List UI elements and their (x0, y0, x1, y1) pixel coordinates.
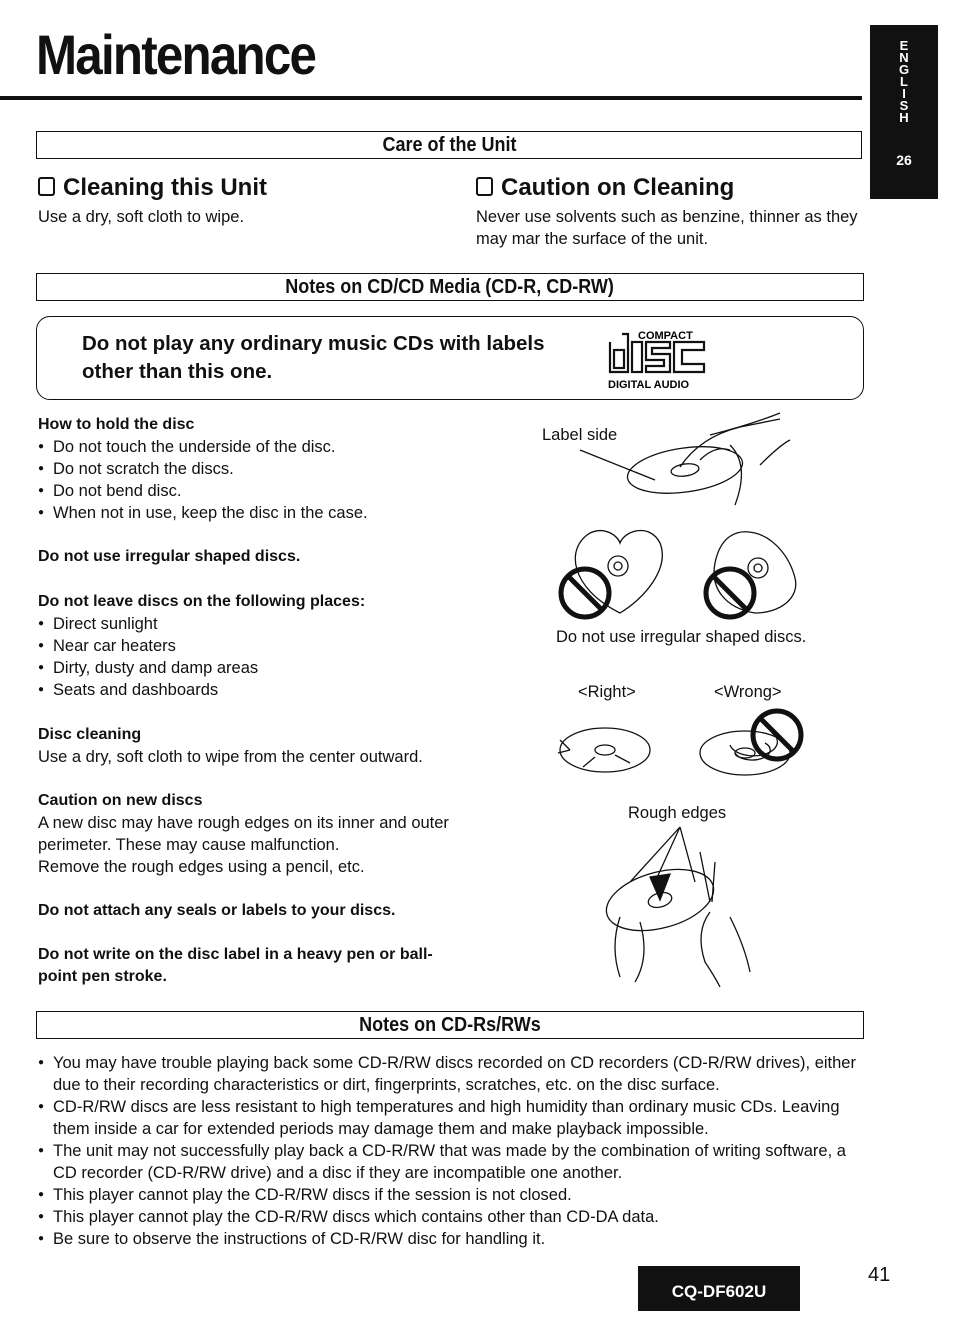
list-item: ● When not in use, keep the disc in the case. (38, 502, 498, 524)
disc-cleaning-title: Disc cleaning (38, 726, 142, 743)
hold-disc-list (38, 436, 498, 524)
checkbox-icon (38, 177, 55, 196)
model-label: CQ-DF602U (638, 1266, 800, 1311)
places-title: Do not leave discs on the following places: (38, 593, 366, 610)
care-section-header: Care of the Unit (36, 131, 862, 159)
hold-disc-illustration (560, 405, 810, 515)
page-title: Maintenance (36, 23, 316, 86)
wipe-direction-illustration (555, 705, 815, 780)
list-item: ● Do not touch the underside of the disc. (38, 436, 498, 458)
irregular-discs-title: Do not use irregular shaped discs. (38, 548, 301, 565)
checkbox-icon (476, 177, 493, 196)
list-item: ● You may have trouble playing back some CD-R/RW discs recorded on CD recorders (CD-R/RW drives), either due to their recording characteristics or dirt, fingerprints, scratches, etc. on the disc surface. (38, 1052, 868, 1096)
warning-text: Do not play any ordinary music CDs with labels other than this one. (82, 332, 545, 383)
pen-title: Do not write on the disc label in a heavy pen or ball- point pen stroke. (38, 946, 433, 985)
rough-edges-caption: Rough edges (628, 804, 727, 822)
title-rule (0, 96, 862, 100)
right-caption: <Right> (578, 683, 636, 701)
compact-disc-logo (604, 326, 714, 392)
new-discs-title: Caution on new discs (38, 792, 203, 809)
list-item: ● Do not bend disc. (38, 480, 498, 502)
cleaning-unit-heading: Cleaning this Unit (38, 174, 267, 202)
hold-disc-title: How to hold the disc (38, 416, 195, 433)
logo-digital-audio-text: DIGITAL AUDIO (608, 379, 690, 391)
label-side-caption: Label side (542, 426, 618, 444)
list-item: ● Seats and dashboards (38, 679, 498, 701)
list-item: ● Direct sunlight (38, 613, 498, 635)
disc-cleaning-text: Use a dry, soft cloth to wipe from the center outward. (38, 748, 423, 766)
list-item: ● Near car heaters (38, 635, 498, 657)
logo-compact-text: COMPACT (638, 330, 693, 342)
caution-cleaning-heading: Caution on Cleaning (476, 174, 734, 202)
section-page-number: 26 (896, 152, 912, 168)
cleaning-unit-text: Use a dry, soft cloth to wipe. (38, 208, 245, 226)
irregular-caption: Do not use irregular shaped discs. (556, 628, 807, 646)
language-tab (870, 25, 938, 199)
list-item: ● The unit may not successfully play back a CD-R/RW that was made by the combination of writing software, a CD recorder (CD-R/RW drive) and a disc if they are incompatible one another. (38, 1140, 868, 1184)
language-letters: E N G L I S H (898, 38, 910, 125)
cdr-notes-list (38, 1052, 868, 1250)
list-item: ● This player cannot play the CD-R/RW discs which contains other than CD-DA data. (38, 1206, 868, 1228)
page-number: 41 (868, 1264, 891, 1286)
irregular-discs-illustration (550, 518, 810, 624)
list-item: ● This player cannot play the CD-R/RW discs if the session is not closed. (38, 1184, 868, 1206)
rough-edges-illustration (600, 822, 770, 992)
list-item: ● Dirty, dusty and damp areas (38, 657, 498, 679)
new-discs-text: A new disc may have rough edges on its inner and outer perimeter. These may cause malfunction. Remove the rough edges using a pencil, etc. (38, 814, 449, 876)
places-list (38, 613, 498, 701)
list-item: ● Do not scratch the discs. (38, 458, 498, 480)
seals-title: Do not attach any seals or labels to your discs. (38, 902, 396, 919)
notes-cd-header: Notes on CD/CD Media (CD-R, CD-RW) (36, 273, 864, 301)
caution-cleaning-text: Never use solvents such as benzine, thinner as they may mar the surface of the unit. (476, 208, 858, 248)
list-item: ● CD-R/RW discs are less resistant to high temperatures and high humidity than ordinary music CDs. Leaving them inside a car for extended periods may damage them and make playback impossible. (38, 1096, 868, 1140)
list-item: ● Be sure to observe the instructions of CD-R/RW disc for handling it. (38, 1228, 868, 1250)
notes-cdr-header: Notes on CD-Rs/RWs (36, 1011, 864, 1039)
wrong-caption: <Wrong> (714, 683, 782, 701)
